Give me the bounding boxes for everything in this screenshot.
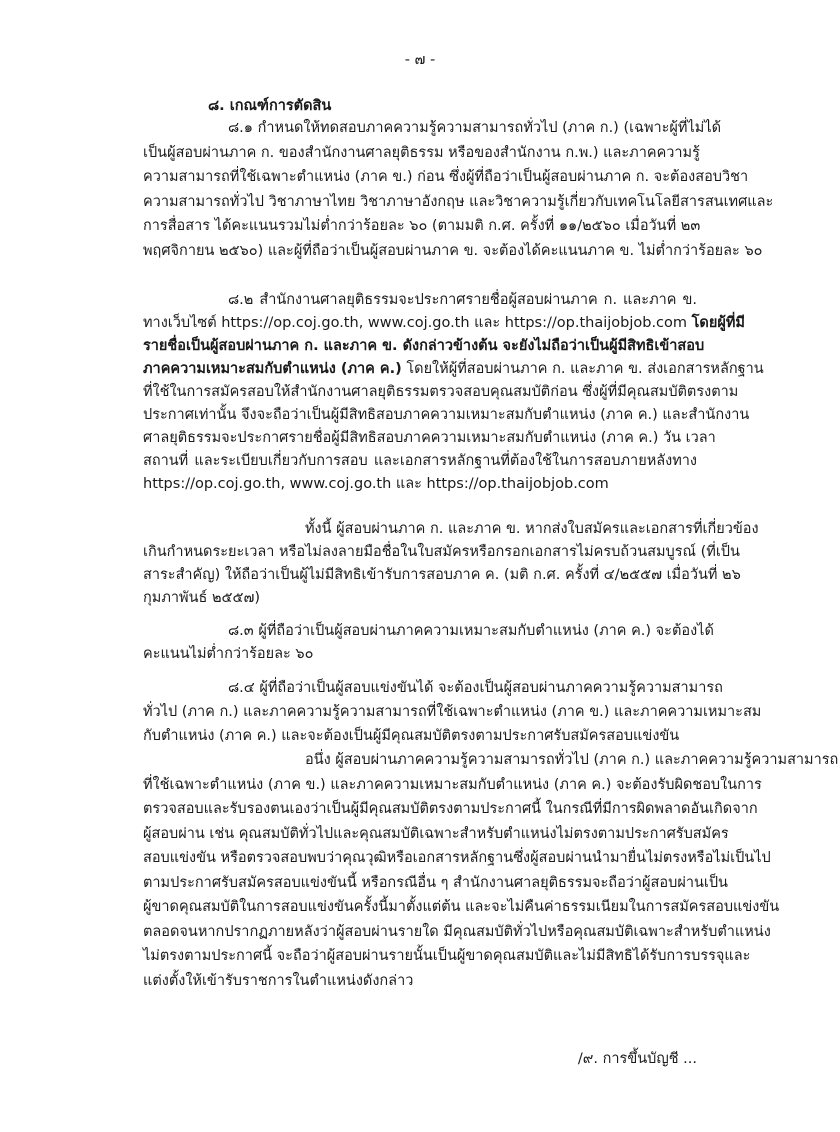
text-segment: คะแนนไม่ต่ำกว่าร้อยละ ๖๐ <box>143 646 314 662</box>
text-line <box>143 564 741 587</box>
text-segment: ความสามารถทั่วไป วิชาภาษาไทย วิชาภาษาอังกฤษ และวิชาความรู้เกี่ยวกับเทคโนโลยีสารสนเทศและ <box>143 193 774 210</box>
text-line <box>143 944 751 969</box>
text-line <box>143 381 739 404</box>
text-line <box>143 239 763 264</box>
bold-text: รายชื่อเป็นผู้สอบผ่านภาค ก. และภาค ข. ดังกล่าวข้างต้น จะยังไม่ถือว่าเป็นผู้มีสิทธิเข้าสอบ <box>143 338 705 354</box>
text-segment: ๘.๔ ผู้ที่ถือว่าเป็นผู้สอบแข่งขันได้ จะต้องเป็นผู้สอบผ่านภาคความรู้ความสามารถ <box>228 680 723 696</box>
text-line <box>143 773 762 798</box>
text-segment: ทั่วไป (ภาค ก.) และภาคความรู้ความสามารถที่ใช้เฉพาะตำแหน่ง (ภาค ข.) และภาคความเหมาะสม <box>143 704 762 720</box>
text-line <box>143 822 729 847</box>
text-segment: โดยให้ผู้ที่สอบผ่านภาค ก. และภาค ข. ส่งเอกสารหลักฐาน <box>401 361 764 377</box>
continuation-note: /๙. การขึ้นบัญชี ... <box>577 1051 697 1067</box>
text-segment: การสื่อสาร ได้คะแนนรวมไม่ต่ำกว่าร้อยละ ๖๐ (ตามมติ ก.ศ. ครั้งที่ ๑๑/๒๕๖๐ เมื่อวันที่ ๒๓ <box>143 218 701 234</box>
text-segment: เป็นผู้สอบผ่านภาค ก. ของสำนักงานศาลยุติธรรม หรือของสำนักงาน ก.พ.) และภาคความรู้ <box>143 144 700 161</box>
text-line <box>143 871 728 896</box>
paragraph-8-2-note <box>143 518 759 610</box>
text-line <box>143 724 697 748</box>
text-line <box>143 748 839 773</box>
section-heading: ๘. เกณฑ์การตัดสิน <box>208 98 332 114</box>
text-segment: กุมภาพันธ์ ๒๕๕๗) <box>143 590 261 606</box>
text-segment: แต่งตั้งให้เข้ารับราชการในตำแหน่งดังกล่าว <box>143 972 414 989</box>
text-segment: ผู้สอบผ่าน เช่น คุณสมบัติทั่วไปและคุณสมบัติเฉพาะสำหรับตำแหน่งไม่ตรงตามประกาศรับสมัคร <box>143 825 729 842</box>
bold-text: ภาคความเหมาะสมกับตำแหน่ง (ภาค ค.) <box>143 361 402 377</box>
text-line <box>143 541 740 564</box>
bold-text: โดยผู้ที่มี <box>691 315 745 331</box>
text-segment: ตรวจสอบและรับรองตนเองว่าเป็นผู้มีคุณสมบัติตรงตามประกาศนี้ ในกรณีที่มีการผิดพลาดอันเกิดจาก <box>143 801 758 817</box>
text-segment: ที่ใช้ในการสมัครสอบให้สำนักงานศาลยุติธรรมตรวจสอบคุณสมบัติก่อน ซึ่งผู้ที่มีคุณสมบัติตรงตาม <box>143 384 739 400</box>
text-line <box>143 620 714 643</box>
text-line <box>143 358 764 381</box>
text-line <box>143 895 780 920</box>
text-segment: ทั้งนี้ ผู้สอบผ่านภาค ก. และภาค ข. หากส่งใบสมัครและเอกสารที่เกี่ยวข้อง <box>305 521 759 537</box>
text-line <box>143 141 700 166</box>
text-segment: https://op.coj.go.th, www.coj.go.th และ https://op.thaijobjob.com <box>143 476 609 492</box>
text-segment: ตามประกาศรับสมัครสอบแข่งขันนี้ หรือกรณีอื่น ๆ สำนักงานศาลยุติธรรมจะถือว่าผู้สอบผ่านเป็น <box>143 874 728 891</box>
text-line <box>143 969 697 994</box>
text-line <box>143 920 771 945</box>
text-line <box>143 450 697 473</box>
text-line <box>143 335 705 358</box>
text-segment: ๘.๒ สำนักงานศาลยุติธรรมจะประกาศรายชื่อผู้สอบผ่านภาค ก. และภาค ข. <box>228 292 697 308</box>
text-line <box>143 473 697 496</box>
text-line <box>143 797 758 822</box>
text-segment: ๘.๑ กำหนดให้ทดสอบภาคความรู้ความสามารถทั่วไป (ภาค ก.) (เฉพาะผู้ที่ไม่ได้ <box>228 120 722 136</box>
paragraph-8-3 <box>143 620 714 666</box>
text-line <box>143 643 697 666</box>
text-line <box>143 846 771 871</box>
text-line <box>143 676 723 700</box>
text-line <box>143 700 762 724</box>
text-segment: พฤศจิกายน ๒๕๖๐) และผู้ที่ถือว่าเป็นผู้สอบผ่านภาค ข. จะต้องได้คะแนนภาค ข. ไม่ต่ำกว่าร้อยละ ๖๐ <box>143 242 763 259</box>
text-line <box>143 165 749 190</box>
text-segment: สาระสำคัญ) ให้ถือว่าเป็นผู้ไม่มีสิทธิเข้ารับการสอบภาค ค. (มติ ก.ศ. ครั้งที่ ๔/๒๕๕๗ เมื่อวันที่ ๒๖ <box>143 567 741 583</box>
text-segment: กับตำแหน่ง (ภาค ค.) และจะต้องเป็นผู้มีคุณสมบัติตรงตามประกาศรับสมัครสอบแข่งขัน <box>143 728 680 744</box>
text-segment: ตลอดจนหากปรากฏภายหลังว่าผู้สอบผ่านรายใด มีคุณสมบัติทั่วไปหรือคุณสมบัติเฉพาะสำหรับตำแหน่ง <box>143 923 771 940</box>
text-line <box>143 587 697 610</box>
paragraph-8-1 <box>143 116 774 263</box>
text-line <box>143 116 722 141</box>
text-segment: สอบแข่งขัน หรือตรวจสอบพบว่าคุณวุฒิหรือเอกสารหลักฐานซึ่งผู้สอบผ่านนำมายื่นไม่ตรงหรือไม่เป็นไป <box>143 850 771 866</box>
text-line <box>143 427 716 450</box>
paragraph-8-4 <box>143 676 762 748</box>
text-segment: ๘.๓ ผู้ที่ถือว่าเป็นผู้สอบผ่านภาคความเหมาะสมกับตำแหน่ง (ภาค ค.) จะต้องได้ <box>228 623 714 639</box>
text-segment: ผู้ขาดคุณสมบัติในการสอบแข่งขันครั้งนี้มาตั้งแต่ต้น และจะไม่คืนค่าธรรมเนียมในการสมัครสอบแข่งขัน <box>143 899 780 915</box>
text-line <box>143 214 701 239</box>
paragraph-8-4-note <box>143 748 839 993</box>
text-line <box>143 518 759 541</box>
text-segment: อนึ่ง ผู้สอบผ่านภาคความรู้ความสามารถทั่วไป (ภาค ก.) และภาคความรู้ความสามารถ <box>305 752 839 768</box>
page-number: - ๗ - <box>404 52 436 68</box>
text-line <box>143 404 750 427</box>
text-segment: ที่ใช้เฉพาะตำแหน่ง (ภาค ข.) และภาคความเหมาะสมกับตำแหน่ง (ภาค ค.) จะต้องรับผิดชอบในการ <box>143 776 762 793</box>
text-line <box>143 190 774 215</box>
text-segment: เกินกำหนดระยะเวลา หรือไม่ลงลายมือชื่อในใบสมัครหรือกรอกเอกสารไม่ครบถ้วนสมบูรณ์ (ที่เป็น <box>143 544 740 560</box>
text-segment: ศาลยุติธรรมจะประกาศรายชื่อผู้มีสิทธิสอบภาคความเหมาะสมกับตำแหน่ง (ภาค ค.) วัน เวลา <box>143 430 716 446</box>
text-segment: สถานที่ และระเบียบเกี่ยวกับการสอบ และเอกสารหลักฐานที่ต้องใช้ในการสอบภายหลังทาง <box>143 453 697 469</box>
text-segment: ไม่ตรงตามประกาศนี้ จะถือว่าผู้สอบผ่านรายนั้นเป็นผู้ขาดคุณสมบัติและไม่มีสิทธิได้รับการบรรจุและ <box>143 948 751 964</box>
paragraph-8-2 <box>143 289 764 496</box>
text-line <box>143 289 697 312</box>
text-line <box>143 312 745 335</box>
text-segment: ความสามารถที่ใช้เฉพาะตำแหน่ง (ภาค ข.) ก่อน ซึ่งผู้ที่ถือว่าเป็นผู้สอบผ่านภาค ก. จะต้องสอบวิชา <box>143 169 749 185</box>
text-segment: ประกาศเท่านั้น จึงจะถือว่าเป็นผู้มีสิทธิสอบภาคความเหมาะสมกับตำแหน่ง (ภาค ค.) และสำนักงาน <box>143 407 750 423</box>
text-segment: ทางเว็บไซต์ https://op.coj.go.th, www.coj.go.th และ https://op.thaijobjob.com <box>143 315 692 331</box>
